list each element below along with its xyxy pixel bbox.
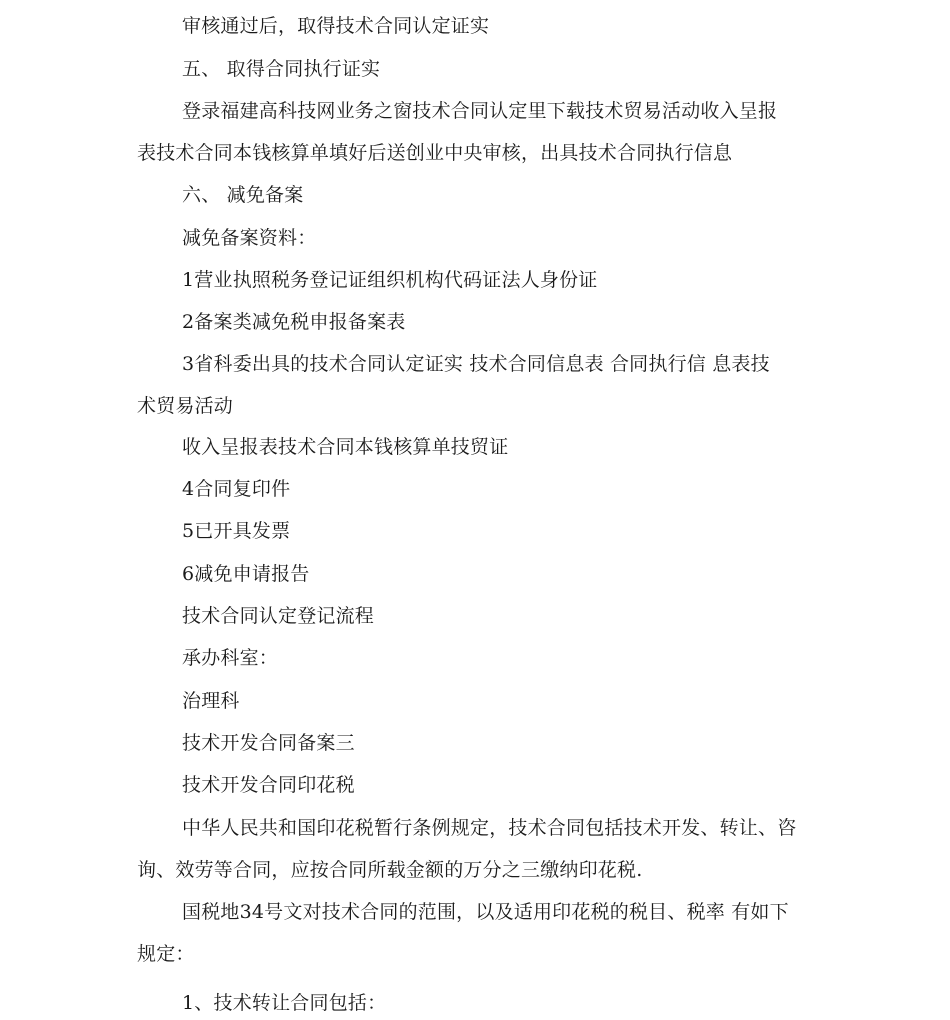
list-item: 4合同复印件 [182, 478, 291, 500]
text-line: 技术开发合同备案三 [182, 732, 355, 754]
text-line: 审核通过后，取得技术合同认定证实 [182, 15, 490, 37]
section-heading: 五、 取得合同执行证实 [182, 58, 381, 80]
text-line: 减免备案资料： [182, 227, 317, 249]
list-item: 2备案类减免税申报备案表 [182, 311, 406, 333]
text-line: 询、效劳等合同，应按合同所载金额的万分之三缴纳印花税. [137, 859, 643, 881]
text-line: 中华人民共和国印花税暂行条例规定，技术合同包括技术开发、转让、咨 [182, 817, 797, 839]
list-item: 6减免申请报告 [182, 563, 310, 585]
list-item: 1、技术转让合同包括： [182, 992, 387, 1014]
text-line: 治理科 [182, 690, 240, 712]
text-line: 表技术合同本钱核算单填好后送创业中央审核，出具技术合同执行信息 [137, 142, 733, 164]
text-line: 规定： [137, 943, 195, 965]
list-item: 5已开具发票 [182, 520, 291, 542]
text-line: 登录福建高科技网业务之窗技术合同认定里下载技术贸易活动收入呈报 [182, 100, 778, 122]
text-line: 承办科室： [182, 647, 279, 669]
section-heading: 六、 减免备案 [182, 184, 304, 206]
text-line: 技术合同认定登记流程 [182, 605, 375, 627]
list-item: 3省科委出具的技术合同认定证实 技术合同信息表 合同执行信 息表技 [182, 353, 770, 375]
list-item: 1营业执照税务登记证组织机构代码证法人身份证 [182, 269, 598, 291]
text-line: 技术开发合同印花税 [182, 774, 355, 796]
text-line: 收入呈报表技术合同本钱核算单技贸证 [182, 436, 509, 458]
text-line: 术贸易活动 [137, 395, 234, 417]
text-line: 国税地34号文对技术合同的范围，以及适用印花税的税目、税率 有如下 [182, 901, 789, 923]
